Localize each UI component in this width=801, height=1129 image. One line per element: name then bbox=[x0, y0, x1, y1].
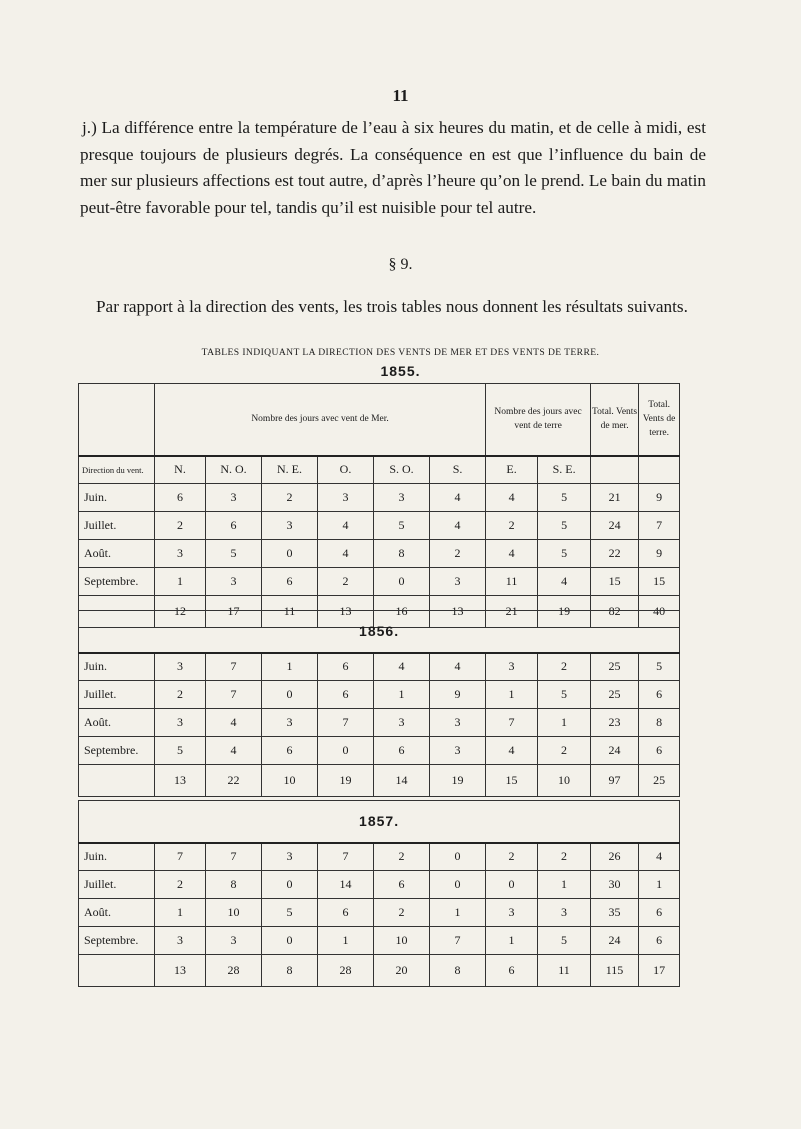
value-cell: 6 bbox=[639, 899, 680, 927]
month-label: Septembre. bbox=[79, 737, 155, 765]
total-cell: 6 bbox=[486, 955, 538, 987]
total-cell: 97 bbox=[591, 765, 639, 797]
totals-row bbox=[79, 765, 680, 797]
total-cell: 40 bbox=[639, 596, 680, 628]
total-cell: 13 bbox=[430, 596, 486, 628]
month-row bbox=[79, 568, 680, 596]
value-cell: 3 bbox=[262, 843, 318, 871]
value-cell: 1 bbox=[262, 653, 318, 681]
value-cell: 10 bbox=[206, 899, 262, 927]
month-label: Juin. bbox=[79, 484, 155, 512]
value-cell: 24 bbox=[591, 737, 639, 765]
value-cell: 8 bbox=[206, 871, 262, 899]
value-cell: 9 bbox=[430, 681, 486, 709]
value-cell: 3 bbox=[262, 512, 318, 540]
value-cell: 0 bbox=[262, 927, 318, 955]
total-cell: 20 bbox=[374, 955, 430, 987]
value-cell: 4 bbox=[639, 843, 680, 871]
value-cell: 5 bbox=[538, 681, 591, 709]
month-label: Août. bbox=[79, 709, 155, 737]
value-cell: 24 bbox=[591, 512, 639, 540]
wind-table-1855 bbox=[78, 383, 680, 628]
year-heading-1855: 1855. bbox=[380, 363, 421, 379]
dir-so: S. O. bbox=[374, 456, 430, 484]
value-cell: 0 bbox=[262, 681, 318, 709]
value-cell: 5 bbox=[639, 653, 680, 681]
month-row bbox=[79, 871, 680, 899]
value-cell: 8 bbox=[639, 709, 680, 737]
total-cell: 115 bbox=[591, 955, 639, 987]
value-cell: 3 bbox=[430, 737, 486, 765]
value-cell: 3 bbox=[206, 568, 262, 596]
total-cell: 13 bbox=[318, 596, 374, 628]
value-cell: 25 bbox=[591, 681, 639, 709]
month-label: Juillet. bbox=[79, 512, 155, 540]
value-cell: 2 bbox=[538, 737, 591, 765]
value-cell: 5 bbox=[538, 927, 591, 955]
value-cell: 3 bbox=[155, 540, 206, 568]
header-empty-cell bbox=[79, 384, 155, 456]
value-cell: 11 bbox=[486, 568, 538, 596]
dir-s: S. bbox=[430, 456, 486, 484]
value-cell: 2 bbox=[374, 843, 430, 871]
value-cell: 1 bbox=[639, 871, 680, 899]
total-cell: 11 bbox=[538, 955, 591, 987]
value-cell: 7 bbox=[206, 681, 262, 709]
value-cell: 6 bbox=[155, 484, 206, 512]
value-cell: 26 bbox=[591, 843, 639, 871]
total-cell: 19 bbox=[318, 765, 374, 797]
value-cell: 4 bbox=[430, 484, 486, 512]
value-cell: 3 bbox=[206, 927, 262, 955]
value-cell: 6 bbox=[374, 737, 430, 765]
value-cell: 1 bbox=[155, 899, 206, 927]
month-row bbox=[79, 681, 680, 709]
value-cell: 1 bbox=[155, 568, 206, 596]
header-total-land: Total. Vents de terre. bbox=[639, 384, 680, 456]
month-row bbox=[79, 709, 680, 737]
value-cell: 15 bbox=[639, 568, 680, 596]
value-cell: 2 bbox=[430, 540, 486, 568]
total-cell: 14 bbox=[374, 765, 430, 797]
total-cell: 8 bbox=[262, 955, 318, 987]
dir-blank-1 bbox=[591, 456, 639, 484]
value-cell: 5 bbox=[538, 484, 591, 512]
value-cell: 6 bbox=[262, 737, 318, 765]
value-cell: 22 bbox=[591, 540, 639, 568]
value-cell: 6 bbox=[639, 927, 680, 955]
value-cell: 6 bbox=[318, 653, 374, 681]
page-number: 11 bbox=[392, 86, 409, 105]
value-cell: 2 bbox=[374, 899, 430, 927]
value-cell: 2 bbox=[486, 843, 538, 871]
month-label: Juin. bbox=[79, 653, 155, 681]
total-cell: 11 bbox=[262, 596, 318, 628]
wind-table-1856 bbox=[78, 610, 680, 797]
total-cell: 22 bbox=[206, 765, 262, 797]
value-cell: 7 bbox=[318, 709, 374, 737]
total-cell: 15 bbox=[486, 765, 538, 797]
section-heading: § 9. bbox=[388, 256, 413, 273]
value-cell: 30 bbox=[591, 871, 639, 899]
value-cell: 5 bbox=[538, 512, 591, 540]
tables-title: TABLES INDIQUANT LA DIRECTION DES VENTS DE MER ET DES VENTS DE TERRE. bbox=[201, 347, 600, 358]
value-cell: 7 bbox=[430, 927, 486, 955]
total-cell: 17 bbox=[639, 955, 680, 987]
value-cell: 4 bbox=[206, 709, 262, 737]
value-cell: 3 bbox=[486, 653, 538, 681]
month-label: Juin. bbox=[79, 843, 155, 871]
total-cell: 10 bbox=[538, 765, 591, 797]
value-cell: 2 bbox=[155, 512, 206, 540]
value-cell: 0 bbox=[262, 871, 318, 899]
header-sea-days: Nombre des jours avec vent de Mer. bbox=[155, 384, 486, 456]
value-cell: 15 bbox=[591, 568, 639, 596]
month-label: Juillet. bbox=[79, 871, 155, 899]
value-cell: 3 bbox=[206, 484, 262, 512]
value-cell: 3 bbox=[318, 484, 374, 512]
month-row bbox=[79, 484, 680, 512]
value-cell: 3 bbox=[430, 709, 486, 737]
value-cell: 3 bbox=[374, 709, 430, 737]
value-cell: 3 bbox=[486, 899, 538, 927]
value-cell: 6 bbox=[318, 681, 374, 709]
dir-o: O. bbox=[318, 456, 374, 484]
month-label: Août. bbox=[79, 899, 155, 927]
value-cell: 2 bbox=[155, 871, 206, 899]
value-cell: 5 bbox=[155, 737, 206, 765]
value-cell: 5 bbox=[206, 540, 262, 568]
value-cell: 0 bbox=[486, 871, 538, 899]
value-cell: 1 bbox=[486, 927, 538, 955]
total-cell: 13 bbox=[155, 765, 206, 797]
value-cell: 4 bbox=[318, 540, 374, 568]
month-row bbox=[79, 540, 680, 568]
wind-table-1857 bbox=[78, 800, 680, 987]
dir-se: S. E. bbox=[538, 456, 591, 484]
dir-e: E. bbox=[486, 456, 538, 484]
total-cell: 19 bbox=[538, 596, 591, 628]
value-cell: 1 bbox=[486, 681, 538, 709]
value-cell: 9 bbox=[639, 540, 680, 568]
value-cell: 3 bbox=[538, 899, 591, 927]
total-cell: 25 bbox=[639, 765, 680, 797]
total-cell: 28 bbox=[206, 955, 262, 987]
value-cell: 25 bbox=[591, 653, 639, 681]
direction-label: Direction du vent. bbox=[79, 456, 155, 484]
header-total-sea: Total. Vents de mer. bbox=[591, 384, 639, 456]
total-cell: 10 bbox=[262, 765, 318, 797]
value-cell: 2 bbox=[486, 512, 538, 540]
month-row bbox=[79, 927, 680, 955]
month-label: Septembre. bbox=[79, 927, 155, 955]
value-cell: 6 bbox=[639, 681, 680, 709]
total-cell: 28 bbox=[318, 955, 374, 987]
value-cell: 10 bbox=[374, 927, 430, 955]
totals-row bbox=[79, 955, 680, 987]
value-cell: 4 bbox=[430, 653, 486, 681]
value-cell: 1 bbox=[430, 899, 486, 927]
value-cell: 3 bbox=[430, 568, 486, 596]
value-cell: 0 bbox=[430, 871, 486, 899]
value-cell: 3 bbox=[262, 709, 318, 737]
totals-blank bbox=[79, 955, 155, 987]
totals-blank bbox=[79, 765, 155, 797]
value-cell: 7 bbox=[486, 709, 538, 737]
month-row bbox=[79, 737, 680, 765]
value-cell: 6 bbox=[318, 899, 374, 927]
value-cell: 6 bbox=[374, 871, 430, 899]
value-cell: 3 bbox=[155, 927, 206, 955]
value-cell: 7 bbox=[206, 653, 262, 681]
value-cell: 4 bbox=[486, 737, 538, 765]
total-cell: 82 bbox=[591, 596, 639, 628]
month-row bbox=[79, 653, 680, 681]
month-row bbox=[79, 512, 680, 540]
value-cell: 3 bbox=[155, 653, 206, 681]
value-cell: 4 bbox=[374, 653, 430, 681]
value-cell: 4 bbox=[486, 484, 538, 512]
total-cell: 13 bbox=[155, 955, 206, 987]
value-cell: 1 bbox=[538, 871, 591, 899]
value-cell: 7 bbox=[318, 843, 374, 871]
value-cell: 21 bbox=[591, 484, 639, 512]
value-cell: 24 bbox=[591, 927, 639, 955]
direction-row bbox=[79, 456, 680, 484]
value-cell: 1 bbox=[374, 681, 430, 709]
value-cell: 5 bbox=[374, 512, 430, 540]
header-land-days: Nombre des jours avec vent de terre bbox=[486, 384, 591, 456]
month-label: Juillet. bbox=[79, 681, 155, 709]
year-heading-1856: 1856. bbox=[79, 611, 680, 653]
value-cell: 0 bbox=[262, 540, 318, 568]
total-cell: 8 bbox=[430, 955, 486, 987]
total-cell: 19 bbox=[430, 765, 486, 797]
month-row bbox=[79, 899, 680, 927]
value-cell: 6 bbox=[262, 568, 318, 596]
value-cell: 2 bbox=[318, 568, 374, 596]
value-cell: 5 bbox=[262, 899, 318, 927]
total-cell: 12 bbox=[155, 596, 206, 628]
value-cell: 2 bbox=[155, 681, 206, 709]
value-cell: 35 bbox=[591, 899, 639, 927]
value-cell: 1 bbox=[538, 709, 591, 737]
value-cell: 3 bbox=[155, 709, 206, 737]
value-cell: 5 bbox=[538, 540, 591, 568]
value-cell: 2 bbox=[538, 653, 591, 681]
value-cell: 6 bbox=[639, 737, 680, 765]
value-cell: 1 bbox=[318, 927, 374, 955]
value-cell: 23 bbox=[591, 709, 639, 737]
total-cell: 16 bbox=[374, 596, 430, 628]
dir-ne: N. E. bbox=[262, 456, 318, 484]
value-cell: 9 bbox=[639, 484, 680, 512]
value-cell: 8 bbox=[374, 540, 430, 568]
dir-blank-2 bbox=[639, 456, 680, 484]
paragraph-j: j.) La différence entre la température de l’eau à six heures du matin, et de celle à midi, est presque toujours de plusieurs degrés. La conséquence en est que l’influence du bain de mer sur plusieurs affections est tout autre, d’après l’heure qu’on le prend. Le bain du matin peut-être favorable pour tel, tandis qu’il est nuisible pour tel autre. bbox=[80, 118, 706, 217]
value-cell: 4 bbox=[206, 737, 262, 765]
value-cell: 2 bbox=[538, 843, 591, 871]
dir-no: N. O. bbox=[206, 456, 262, 484]
dir-n: N. bbox=[155, 456, 206, 484]
value-cell: 0 bbox=[374, 568, 430, 596]
total-cell: 17 bbox=[206, 596, 262, 628]
month-label: Septembre. bbox=[79, 568, 155, 596]
total-cell: 21 bbox=[486, 596, 538, 628]
value-cell: 0 bbox=[430, 843, 486, 871]
value-cell: 4 bbox=[430, 512, 486, 540]
value-cell: 7 bbox=[639, 512, 680, 540]
value-cell: 2 bbox=[262, 484, 318, 512]
value-cell: 4 bbox=[538, 568, 591, 596]
value-cell: 4 bbox=[486, 540, 538, 568]
value-cell: 3 bbox=[374, 484, 430, 512]
value-cell: 7 bbox=[206, 843, 262, 871]
month-label: Août. bbox=[79, 540, 155, 568]
value-cell: 0 bbox=[318, 737, 374, 765]
value-cell: 6 bbox=[206, 512, 262, 540]
value-cell: 4 bbox=[318, 512, 374, 540]
month-row bbox=[79, 843, 680, 871]
paragraph-intro: Par rapport à la direction des vents, les trois tables nous donnent les résultats suivants. bbox=[96, 297, 688, 316]
year-heading-1857: 1857. bbox=[79, 801, 680, 843]
value-cell: 7 bbox=[155, 843, 206, 871]
value-cell: 14 bbox=[318, 871, 374, 899]
